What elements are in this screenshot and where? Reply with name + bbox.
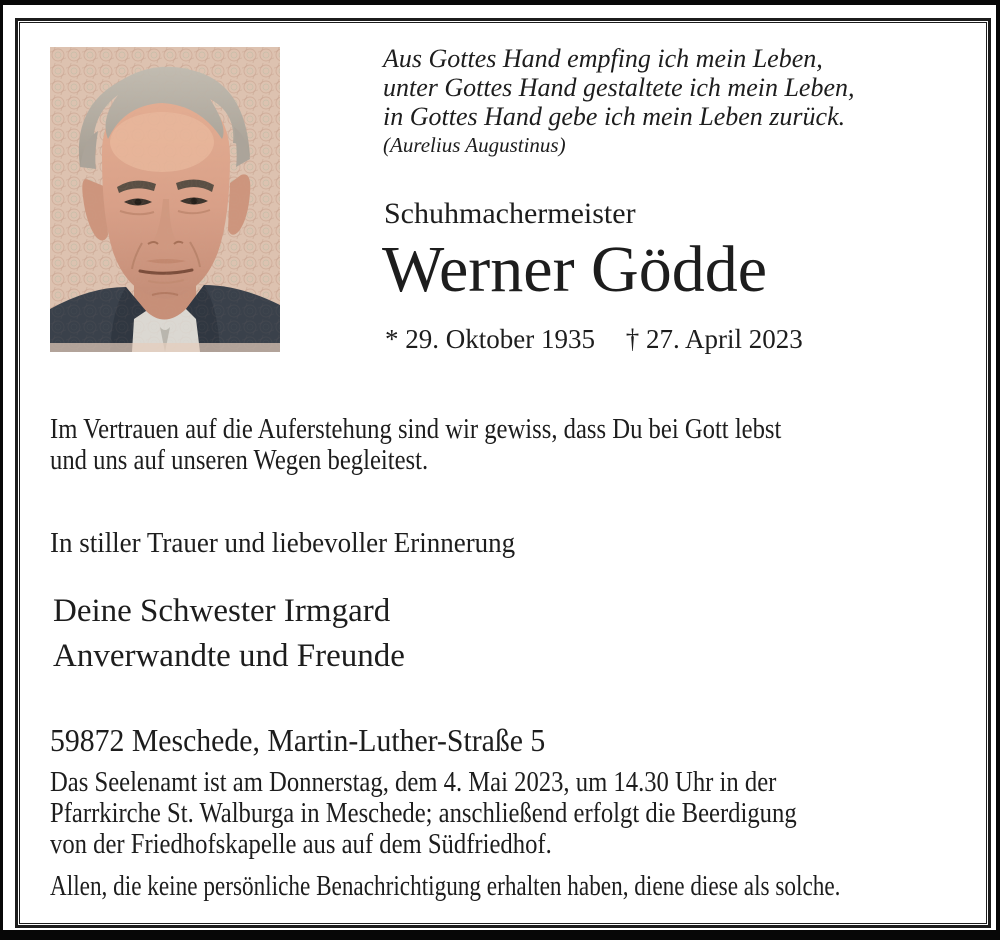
mourner-list: [53, 589, 405, 679]
mourner-line-1: Deine Schwester Irmgard: [53, 593, 391, 629]
service-line-1: Das Seelenamt ist am Donnerstag, dem 4. Mai 2023, um 14.30 Uhr in der: [50, 766, 777, 798]
death-date: † 27. April 2023: [625, 324, 803, 354]
mourner-line-2: Anverwandte und Freunde: [53, 638, 405, 674]
birth-date: * 29. Oktober 1935: [385, 324, 595, 354]
life-dates: [385, 324, 803, 355]
closing-text: Allen, die keine persönliche Benachrichtigung erhalten haben, diene diese als solche.: [50, 870, 841, 902]
quote-attribution: (Aurelius Augustinus): [383, 133, 566, 157]
address-text: 59872 Meschede, Martin-Luther-Straße 5: [50, 722, 546, 758]
mourning-intro: [50, 527, 550, 560]
quote-line-2: unter Gottes Hand gestaltete ich mein Leben,: [383, 73, 855, 102]
service-info: [50, 767, 928, 860]
portrait-photo: [50, 47, 280, 352]
quote-line-1: Aus Gottes Hand empfing ich mein Leben,: [383, 44, 823, 73]
quote-line-3: in Gottes Hand gebe ich mein Leben zurück.: [383, 102, 846, 131]
condolence-line-1: Im Vertrauen auf die Auferstehung sind wir gewiss, dass Du bei Gott lebst: [50, 413, 782, 445]
opening-quote: [383, 44, 855, 160]
mourning-intro-text: In stiller Trauer und liebevoller Erinnerung: [50, 527, 516, 559]
service-line-2: Pfarrkirche St. Walburga in Meschede; anschließend erfolgt die Beerdigung: [50, 797, 797, 829]
profession-title: Schuhmachermeister: [384, 197, 636, 230]
deceased-name: Werner Gödde: [382, 233, 768, 306]
address-line: [50, 722, 583, 759]
service-line-3: von der Friedhofskapelle aus auf dem Südfriedhof.: [50, 828, 552, 860]
condolence-line-2: und uns auf unseren Wegen begleitest.: [50, 444, 429, 476]
closing-line: [50, 870, 1000, 903]
condolence-paragraph: [50, 414, 910, 476]
